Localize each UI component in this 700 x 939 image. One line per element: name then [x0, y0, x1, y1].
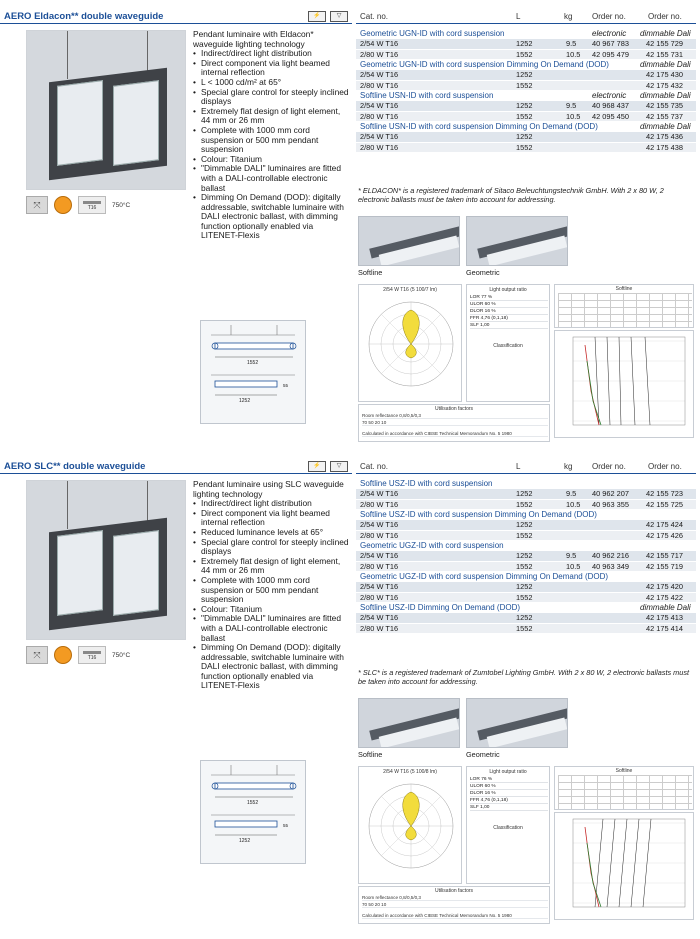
table-row [356, 489, 696, 499]
cell-l: 1252 [516, 582, 533, 591]
group-name: Geometric UGZ-ID with cord suspension [360, 541, 504, 550]
group-header [356, 603, 696, 613]
order-table [356, 479, 696, 634]
ratio-line: DLOR 16 % [470, 791, 548, 797]
section-title: AERO SLC** double waveguide [4, 461, 146, 472]
cell-order2: 42 175 426 [646, 530, 683, 540]
cell-order2: 42 155 735 [646, 101, 683, 110]
util-caption: Utilisation factors [434, 406, 474, 412]
cell-kg: 9.5 [566, 39, 577, 48]
table-row [356, 582, 696, 592]
dim-height: 55 [283, 823, 289, 828]
col-kg-header: kg [564, 12, 573, 21]
cell-kg: 10.5 [566, 499, 581, 509]
feature-item: • Extremely flat design of light element, 44 mm or 26 mm [193, 557, 351, 576]
electrical-class-icon: ⚡ [308, 11, 326, 22]
table-header [356, 454, 696, 474]
colour-dot-icon [54, 646, 72, 664]
dim-length: 1552 [247, 360, 259, 366]
cell-l: 1552 [516, 592, 533, 602]
cell-order2: 42 175 436 [646, 132, 683, 141]
geometric-thumbnail [466, 216, 568, 266]
col-l-header: L [516, 12, 521, 21]
group-name: Softline USN-ID with cord suspension [360, 91, 494, 100]
feature-item: • Extremely flat design of light element, 44 mm or 26 mm [193, 107, 351, 126]
group-header [356, 60, 696, 70]
product-photo [26, 30, 186, 190]
cell-order2: 42 175 438 [646, 142, 683, 152]
feature-item: • Complete with 1000 mm cord suspension or 500 mm pendant suspension [193, 576, 351, 605]
header-icons [308, 11, 348, 22]
cell-cat: 2/80 W T16 [360, 111, 399, 121]
cell-order2: 42 155 731 [646, 49, 683, 59]
table-row [356, 500, 696, 510]
luminance-curve [554, 812, 694, 920]
cell-cat: 2/80 W T16 [360, 142, 399, 152]
utilisation-factors [358, 886, 550, 924]
polar-caption: 2/54 W T16 (5 100/8 lm) [383, 769, 437, 775]
thumb-label: Softline [358, 750, 383, 759]
section-title-bar [0, 454, 352, 474]
cell-order2: 42 155 723 [646, 489, 683, 498]
ratio-line: SLF 1,00 [470, 805, 548, 811]
table-row [356, 39, 696, 49]
photometric-data [358, 284, 694, 444]
group-name: Softline USZ-ID with cord suspension Dimming On Demand (DOD) [360, 510, 597, 519]
table-row [356, 613, 696, 623]
group-type-dali: dimmable Dali [640, 91, 691, 100]
table-row [356, 551, 696, 561]
variant-thumbnails [358, 698, 580, 760]
group-name: Softline USZ-ID Dimming On Demand (DOD) [360, 603, 521, 612]
temperature-label: 750°C [112, 201, 131, 209]
group-header [356, 91, 696, 101]
thumb-label: Geometric [466, 268, 500, 277]
dim-length-short: 1252 [239, 398, 251, 404]
col-cat-header: Cat. no. [360, 462, 389, 471]
light-distribution-icon: ⤧ [26, 196, 48, 214]
group-header [356, 541, 696, 551]
product-description [193, 30, 351, 241]
dim-height: 55 [283, 383, 289, 388]
table-row [356, 50, 696, 60]
variant-thumbnails [358, 216, 580, 278]
table-row [356, 624, 696, 634]
table-row [356, 593, 696, 603]
cell-l: 1252 [516, 613, 533, 622]
util-line: 70 50 20 10 [362, 420, 548, 426]
group-type-electronic: electronic [592, 29, 627, 38]
cell-l: 1552 [516, 80, 533, 90]
cell-kg: 10.5 [566, 49, 581, 59]
thumb-label: Geometric [466, 750, 500, 759]
cell-cat: 2/80 W T16 [360, 623, 399, 633]
table-row [356, 562, 696, 572]
dim-length-short: 1252 [239, 838, 251, 844]
lamp-t16-icon: T16 [78, 646, 106, 664]
feature-item: • "Dimmable DALI" luminaires are fitted with a DALI-controllable electronic ballast [193, 164, 351, 193]
luminance-caption: Softline [615, 768, 633, 774]
cell-order2: 42 155 729 [646, 39, 683, 48]
cell-cat: 2/80 W T16 [360, 499, 399, 509]
classification-caption: Classification [493, 825, 523, 831]
util-line: Calculated in accordance with CIBSE Technical Memorandum No. 5 1980 [362, 431, 548, 437]
util-line: 70 50 20 10 [362, 902, 548, 908]
feature-item: • Direct component via light beamed internal reflection [193, 509, 351, 528]
polar-diagram [358, 284, 462, 402]
section-title-bar [0, 4, 352, 24]
table-row [356, 531, 696, 541]
cell-l: 1252 [516, 520, 533, 529]
feature-item: • Complete with 1000 mm cord suspension or 500 mm pendant suspension [193, 126, 351, 155]
cell-cat: 2/54 W T16 [360, 101, 399, 110]
cell-kg: 9.5 [566, 551, 577, 560]
cell-kg: 10.5 [566, 111, 581, 121]
cell-order1: 40 963 355 [592, 499, 629, 509]
group-type-dali: dimmable Dali [640, 122, 691, 131]
group-name: Geometric UGZ-ID with cord suspension Dimming On Demand (DOD) [360, 572, 609, 581]
table-row [356, 143, 696, 153]
feature-item: • L < 1000 cd/m² at 65° [193, 78, 351, 88]
group-name: Softline USN-ID with cord suspension Dimming On Demand (DOD) [360, 122, 598, 131]
cell-order2: 42 175 414 [646, 623, 683, 633]
ratio-line: ULOR 60 % [470, 302, 548, 308]
cell-cat: 2/54 W T16 [360, 520, 399, 529]
cell-kg: 9.5 [566, 489, 577, 498]
cell-cat: 2/54 W T16 [360, 551, 399, 560]
group-header [356, 572, 696, 582]
cell-cat: 2/80 W T16 [360, 530, 399, 540]
group-header [356, 510, 696, 520]
col-l-header: L [516, 462, 521, 471]
section-title: AERO Eldacon** double waveguide [4, 11, 164, 22]
feature-item: • Indirect/direct light distribution [193, 499, 351, 509]
cell-l: 1552 [516, 561, 533, 571]
utilisation-factors [358, 404, 550, 442]
cell-cat: 2/54 W T16 [360, 582, 399, 591]
classification-caption: Classification [493, 343, 523, 349]
cell-cat: 2/80 W T16 [360, 592, 399, 602]
col-order2-header: Order no. [648, 462, 682, 471]
cell-order2: 42 155 737 [646, 111, 683, 121]
feature-item: • Dimming On Demand (DOD): digitally addressable, switchable luminaire with DALI electronic ballast, with dimming function optionally enabled via LITENET-Flexis [193, 193, 351, 241]
photometric-data [358, 766, 694, 926]
thumb-label: Softline [358, 268, 383, 277]
feature-item: • Special glare control for steeply inclined displays [193, 538, 351, 557]
ratio-line: ULOR 60 % [470, 784, 548, 790]
ratio-caption: Light output ratio [489, 287, 527, 293]
util-line: Room reflectance 0,8/0,5/0,3 [362, 413, 548, 419]
group-header [356, 29, 696, 39]
feature-item: • "Dimmable DALI" luminaires are fitted with a DALI-controllable electronic ballast [193, 614, 351, 643]
luminance-table [554, 284, 694, 328]
cell-order2: 42 175 430 [646, 70, 683, 79]
dim-length: 1552 [247, 800, 259, 806]
feature-item: • Direct component via light beamed internal reflection [193, 59, 351, 78]
util-caption: Utilisation factors [434, 888, 474, 894]
light-output-ratio [466, 766, 550, 884]
group-name: Geometric UGN-ID with cord suspension Dimming On Demand (DOD) [360, 60, 609, 69]
cell-order2: 42 155 717 [646, 551, 683, 560]
symbol-row [26, 644, 186, 666]
cell-order2: 42 175 413 [646, 613, 683, 622]
cell-cat: 2/54 W T16 [360, 70, 399, 79]
order-table [356, 29, 696, 153]
cell-order1: 40 962 207 [592, 489, 629, 498]
ratio-line: LOR 77 % [470, 295, 548, 301]
ratio-line: SLF 1,00 [470, 323, 548, 329]
temperature-label: 750°C [112, 651, 131, 659]
col-order1-header: Order no. [592, 12, 626, 21]
cell-l: 1552 [516, 623, 533, 633]
cell-order2: 42 175 420 [646, 582, 683, 591]
table-row [356, 520, 696, 530]
cell-order2: 42 175 432 [646, 80, 683, 90]
cell-order1: 42 095 450 [592, 111, 629, 121]
feature-item: • Dimming On Demand (DOD): digitally addressable, switchable luminaire with DALI electronic ballast, with dimming function optionally enabled via LITENET-Flexis [193, 643, 351, 691]
group-type-dali: dimmable Dali [640, 603, 691, 612]
feature-item: • Indirect/direct light distribution [193, 49, 351, 59]
group-name: Geometric UGN-ID with cord suspension [360, 29, 505, 38]
ratio-caption: Light output ratio [489, 769, 527, 775]
feature-list [193, 49, 351, 241]
cell-cat: 2/80 W T16 [360, 49, 399, 59]
cell-l: 1552 [516, 530, 533, 540]
ratio-line: DLOR 16 % [470, 309, 548, 315]
cell-cat: 2/54 W T16 [360, 39, 399, 48]
cell-l: 1252 [516, 101, 533, 110]
cell-l: 1552 [516, 499, 533, 509]
table-row [356, 112, 696, 122]
group-header [356, 122, 696, 132]
cell-l: 1552 [516, 111, 533, 121]
feature-item: • Reduced luminance levels at 65° [193, 528, 351, 538]
luminance-caption: Softline [615, 286, 633, 292]
polar-diagram [358, 766, 462, 884]
cell-cat: 2/54 W T16 [360, 613, 399, 622]
cell-order2: 42 155 725 [646, 499, 683, 509]
lamp-t16-icon: T16 [78, 196, 106, 214]
cell-order1: 40 968 437 [592, 101, 629, 110]
luminance-curve [554, 330, 694, 438]
product-description [193, 480, 351, 691]
flammability-icon: ▽ [330, 11, 348, 22]
util-line: Calculated in accordance with CIBSE Technical Memorandum No. 5 1980 [362, 913, 548, 919]
dimension-drawing [200, 760, 306, 864]
trademark-footnote: * ELDACON* is a registered trademark of Sitaco Beleuchtungstechnik GmbH. With 2 x 80 W, 2 electronic ballasts must be taken into account for addressing. [358, 186, 664, 204]
dimension-drawing [200, 320, 306, 424]
group-header [356, 479, 696, 489]
col-cat-header: Cat. no. [360, 12, 389, 21]
colour-dot-icon [54, 196, 72, 214]
ratio-line: FFR 4,76 (0,1,18) [470, 316, 548, 322]
cell-order1: 40 962 216 [592, 551, 629, 560]
ratio-line: FFR 4,76 (0,1,18) [470, 798, 548, 804]
group-name: Softline USZ-ID with cord suspension [360, 479, 493, 488]
cell-cat: 2/54 W T16 [360, 489, 399, 498]
feature-list [193, 499, 351, 691]
cell-kg: 10.5 [566, 561, 581, 571]
col-kg-header: kg [564, 462, 573, 471]
cell-l: 1552 [516, 49, 533, 59]
cell-l: 1552 [516, 142, 533, 152]
ratio-line: LOR 76 % [470, 777, 548, 783]
cell-cat: 2/54 W T16 [360, 132, 399, 141]
polar-caption: 2/54 W T16 (5 100/7 lm) [383, 287, 437, 293]
feature-item: • Colour: Titanium [193, 605, 351, 615]
product-photo [26, 480, 186, 640]
cell-order2: 42 155 719 [646, 561, 683, 571]
table-row [356, 70, 696, 80]
cell-order2: 42 175 424 [646, 520, 683, 529]
geometric-thumbnail [466, 698, 568, 748]
table-row [356, 132, 696, 142]
col-order2-header: Order no. [648, 12, 682, 21]
cell-kg: 9.5 [566, 101, 577, 110]
cell-cat: 2/80 W T16 [360, 561, 399, 571]
cell-l: 1252 [516, 39, 533, 48]
cell-cat: 2/80 W T16 [360, 80, 399, 90]
luminance-table [554, 766, 694, 810]
table-header [356, 4, 696, 24]
symbol-row [26, 194, 186, 216]
cell-order1: 40 963 349 [592, 561, 629, 571]
cell-order1: 40 967 783 [592, 39, 629, 48]
group-type-dali: dimmable Dali [640, 60, 691, 69]
group-type-electronic: electronic [592, 91, 627, 100]
description-lead: Pendant luminaire using SLC waveguide lighting technology [193, 479, 344, 499]
cell-order2: 42 175 422 [646, 592, 683, 602]
feature-item: • Colour: Titanium [193, 155, 351, 165]
light-distribution-icon: ⤧ [26, 646, 48, 664]
cell-l: 1252 [516, 489, 533, 498]
cell-l: 1252 [516, 70, 533, 79]
col-order1-header: Order no. [592, 462, 626, 471]
softline-thumbnail [358, 698, 460, 748]
light-output-ratio [466, 284, 550, 402]
flammability-icon: ▽ [330, 461, 348, 472]
util-line: Room reflectance 0,8/0,5/0,3 [362, 895, 548, 901]
header-icons [308, 461, 348, 472]
cell-l: 1252 [516, 132, 533, 141]
description-lead: Pendant luminaire with Eldacon* waveguide lighting technology [193, 29, 314, 49]
trademark-footnote: * SLC* is a registered trademark of Zumtobel Lighting GmbH. With 2 x 80 W, 2 electronic ballasts must be taken into account for addressing. [358, 668, 689, 686]
cell-order1: 42 095 479 [592, 49, 629, 59]
table-row [356, 101, 696, 111]
table-row [356, 81, 696, 91]
softline-thumbnail [358, 216, 460, 266]
electrical-class-icon: ⚡ [308, 461, 326, 472]
feature-item: • Special glare control for steeply inclined displays [193, 88, 351, 107]
cell-l: 1252 [516, 551, 533, 560]
group-type-dali: dimmable Dali [640, 29, 691, 38]
